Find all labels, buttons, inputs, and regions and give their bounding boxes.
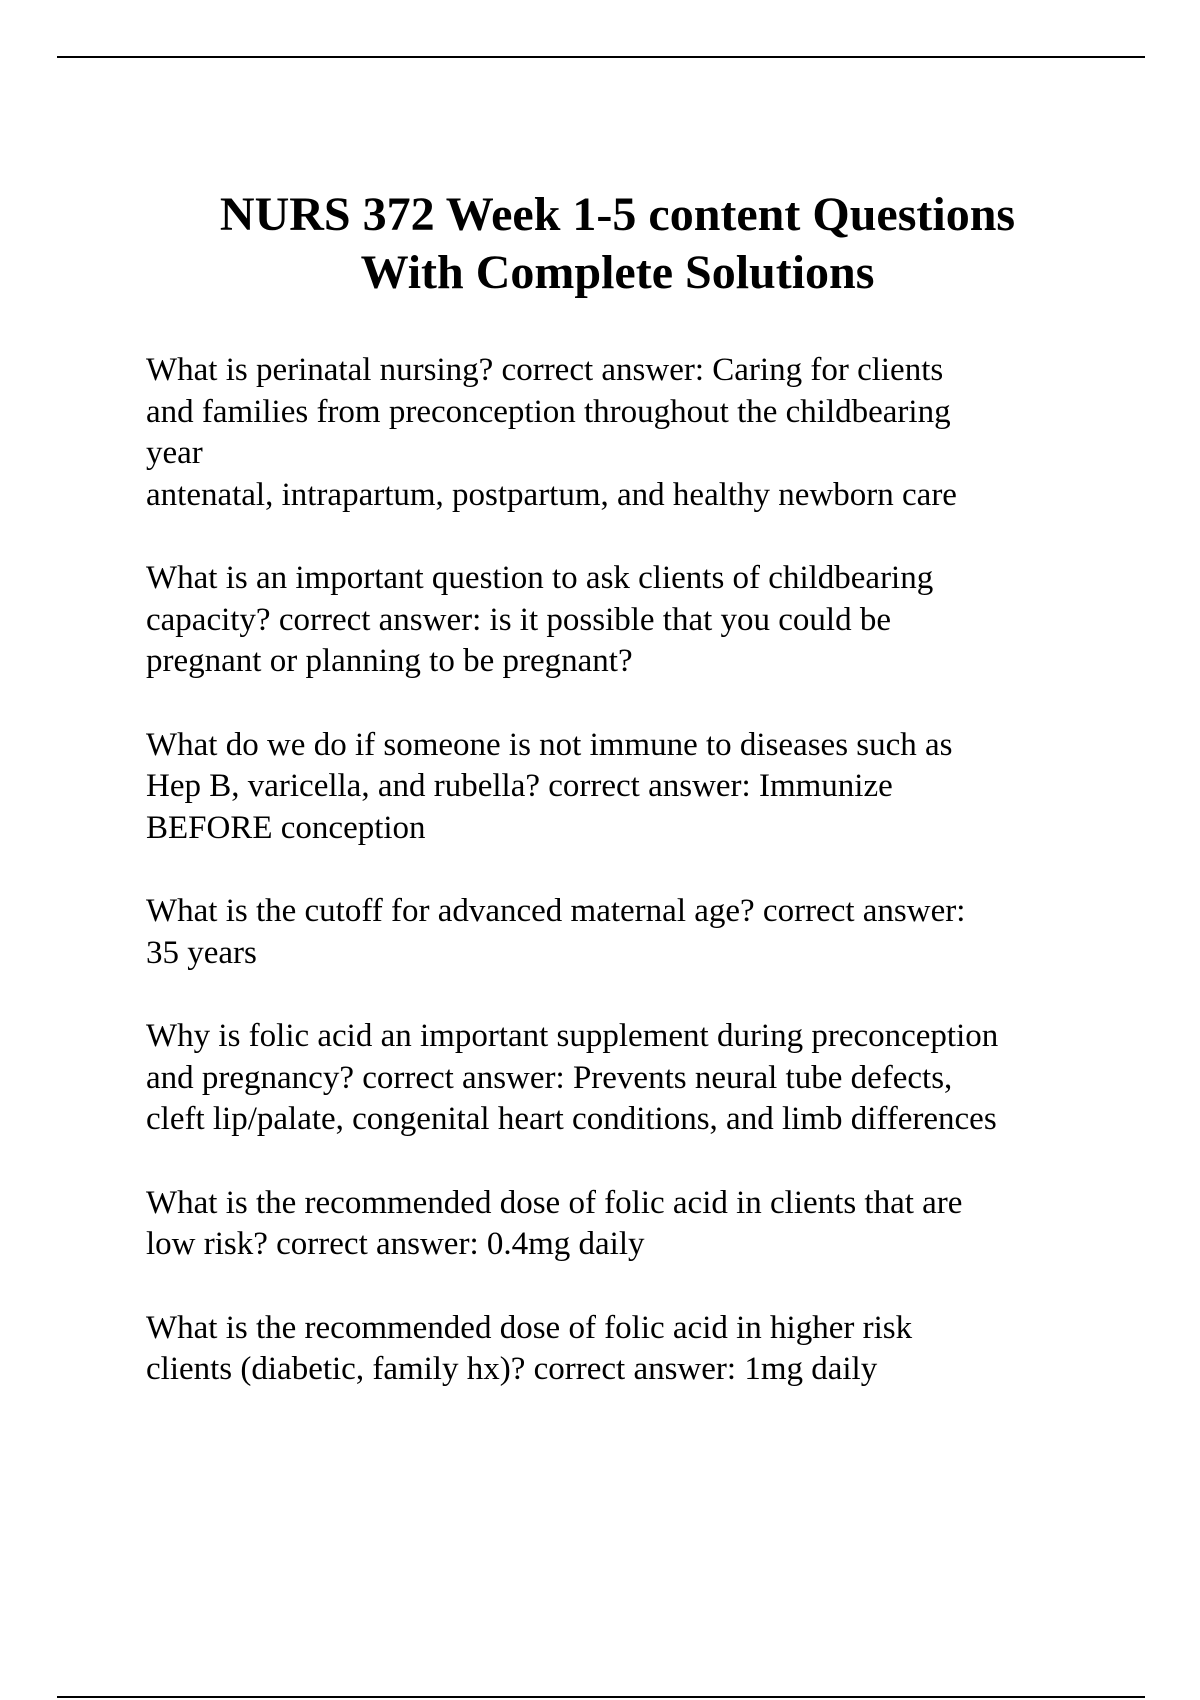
page-title bbox=[100, 186, 1135, 302]
qa-line: What is the recommended dose of folic acid in clients that are bbox=[146, 1184, 963, 1221]
qa-line: low risk? correct answer: 0.4mg daily bbox=[146, 1226, 645, 1262]
qa-item-not-immune bbox=[146, 725, 1146, 850]
qa-line: What is the cutoff for advanced maternal age? correct answer: bbox=[146, 893, 966, 929]
qa-line: What do we do if someone is not immune to diseases such as bbox=[146, 726, 953, 763]
title-line: With Complete Solutions bbox=[360, 246, 875, 299]
qa-line: antenatal, intrapartum, postpartum, and healthy newborn care bbox=[146, 476, 957, 513]
qa-line: year bbox=[146, 435, 203, 471]
qa-line: What is perinatal nursing? correct answer: Caring for clients bbox=[146, 352, 944, 388]
qa-line: Hep B, varicella, and rubella? correct answer: Immunize bbox=[146, 768, 893, 804]
qa-line: 35 years bbox=[146, 934, 257, 971]
qa-line: capacity? correct answer: is it possible that you could be bbox=[146, 601, 891, 638]
qa-line: cleft lip/palate, congenital heart conditions, and limb differences bbox=[146, 1101, 997, 1137]
qa-item-folic-acid-importance bbox=[146, 1016, 1146, 1141]
qa-item-perinatal-nursing bbox=[146, 350, 1146, 516]
qa-item-important-question bbox=[146, 558, 1146, 683]
qa-item-folic-acid-low-risk bbox=[146, 1183, 1146, 1266]
qa-line: pregnant or planning to be pregnant? bbox=[146, 643, 633, 679]
qa-line: BEFORE conception bbox=[146, 809, 426, 846]
title-line: NURS 372 Week 1-5 content Questions bbox=[219, 188, 1016, 241]
bottom-divider bbox=[57, 1696, 1145, 1698]
qa-line: What is an important question to ask clients of childbearing bbox=[146, 560, 934, 596]
qa-line: What is the recommended dose of folic acid in higher risk bbox=[146, 1309, 913, 1346]
top-divider bbox=[57, 56, 1145, 58]
qa-list bbox=[146, 350, 1146, 1433]
qa-item-maternal-age bbox=[146, 891, 1146, 974]
qa-line: and pregnancy? correct answer: Prevents neural tube defects, bbox=[146, 1059, 953, 1096]
qa-item-folic-acid-high-risk bbox=[146, 1308, 1146, 1391]
qa-line: Why is folic acid an important supplement during preconception bbox=[146, 1018, 999, 1054]
qa-line: clients (diabetic, family hx)? correct answer: 1mg daily bbox=[146, 1351, 878, 1387]
qa-line: and families from preconception throughout the childbearing bbox=[146, 393, 951, 430]
